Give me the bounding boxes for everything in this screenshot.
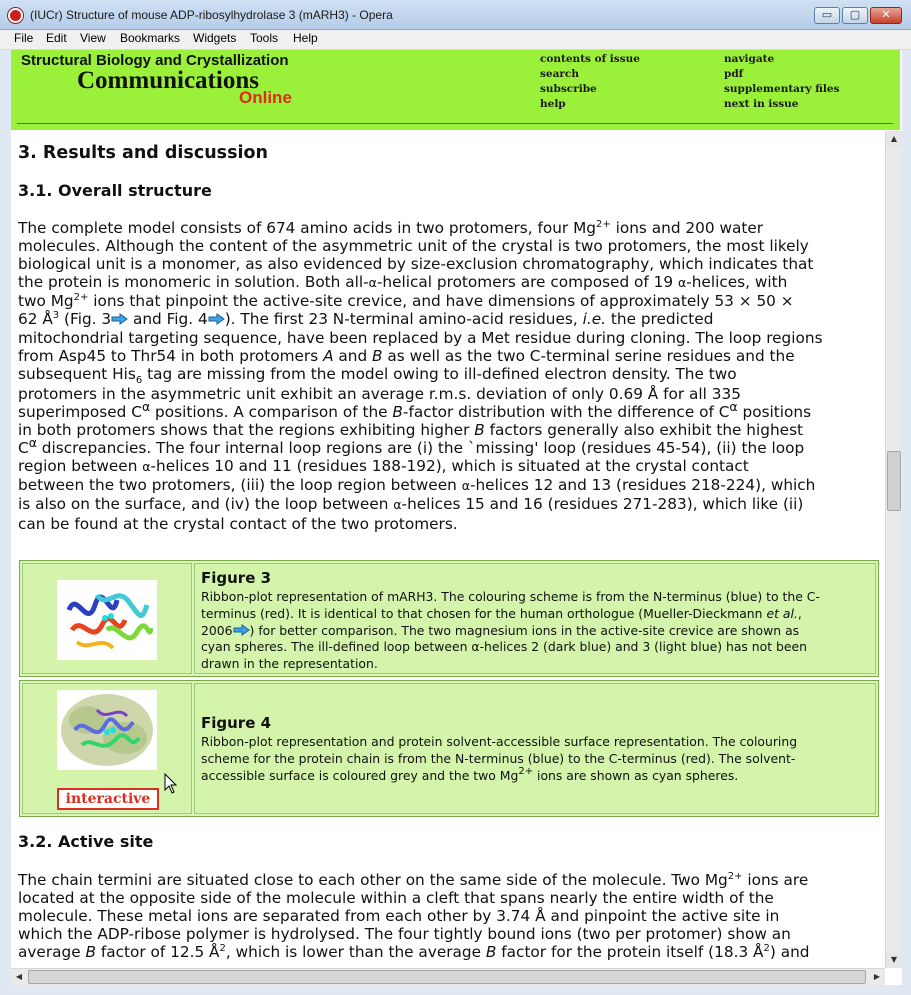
menu-help[interactable]: Help bbox=[293, 31, 318, 45]
vertical-scrollbar[interactable] bbox=[885, 131, 902, 968]
fig4-link-arrow-icon[interactable] bbox=[208, 313, 225, 325]
window-frame-bottom bbox=[0, 985, 911, 995]
maximize-button[interactable]: ▢ bbox=[842, 7, 868, 24]
paragraph-overall-structure: The complete model consists of 674 amino acids in two protomers, four $Mg^{2+}$ ions and 200 water molecules. Although the content of the asymmetric unit of the crystal is two protomers, the most likely biological unit is a monomer, as also evidenced by size-exclusion chromatography, which indicates that the protein is monomeric in solution. Both all-α-helical protomers are composed of 19 α-helices, with two $Mg^{2+}$ ions that pinpoint the active-site crevice, and have dimensions of approximately 53 × 50 × 62 $Å^3$ (Fig. 3 and Fig. 4 ). The first 23 N-terminal amino-acid residues, i.e. the predicted mitochondrial targeting sequence, have been replaced by a Met residue during cloning. The loop regions from Asp45 to Thr54 in both protomers A and B as well as the two C-terminal serine residues and the subsequent His$_6$ tag are missing from the model owing to ill-defined electron density. The two protomers in the asymmetric unit exhibit an average r.m.s. deviation of only 0.69 Å for all 335 superimposed $C^\alpha$ positions. A comparison of the B-factor distribution with the difference of $C^\alpha$ positions in both protomers shows that the regions exhibiting higher B factors generally also exhibit the highest $C^\alpha$ discrepancies. The four internal loop regions are (i) the `missing' loop (residues 45-54), (ii) the loop region between α-helices 10 and 11 (residues 188-192), which is situated at the crystal contact between the two protomers, (iii) the loop region between α-helices 12 and 13 (residues 218-224), which is also on the surface, and (iv) the loop between α-helices 15 and 16 (residues 271-283), which like (ii) can be found at the crystal contact of the two protomers. bbox=[18, 219, 823, 533]
subsection-heading-overall: 3.1. Overall structure bbox=[18, 181, 212, 200]
journal-title-line2: Communications bbox=[77, 67, 259, 94]
section-heading: 3. Results and discussion bbox=[18, 143, 268, 163]
nav-next-in-issue[interactable]: next in issue bbox=[724, 98, 799, 110]
vertical-scroll-thumb[interactable] bbox=[887, 451, 901, 511]
figure-4-surface-thumbnail[interactable] bbox=[57, 690, 157, 770]
window-frame-left bbox=[0, 50, 11, 995]
figure-4-caption-cell bbox=[194, 683, 876, 814]
journal-title-line1: Structural Biology and Crystallization bbox=[21, 52, 289, 69]
interactive-viewer-button[interactable]: interactive bbox=[57, 788, 159, 810]
menu-widgets[interactable]: Widgets bbox=[193, 31, 237, 45]
menu-edit[interactable]: Edit bbox=[46, 31, 67, 45]
journal-title-line3: Online bbox=[239, 88, 292, 107]
menu-bar bbox=[0, 30, 911, 50]
nav-subscribe[interactable]: subscribe bbox=[540, 83, 597, 95]
figure-4-table bbox=[19, 680, 879, 817]
figure-4-caption: Ribbon-plot representation and protein solvent-accessible surface representation. The colouring scheme for the protein chain is from the N-terminus (blue) to the C-terminus (red). The solvent- accessible surface is coloured grey and the two $Mg^{2+}$ ions are shown as cyan spheres. bbox=[201, 734, 798, 783]
figure-3-caption: Ribbon-plot representation of mARH3. The colouring scheme is from the N-terminus (blue) to the C- terminus (red). It is identical to that chosen for the human orthologue (Mueller-Dieckmann et al., 2006 ) for better comparison. The two magnesium ions in the active-site crevice are shown as cyan spheres. The ill-defined loop between α-helices 2 (dark blue) and 3 (light blue) has not been drawn in the representation. bbox=[201, 589, 820, 672]
close-button[interactable]: ✕ bbox=[870, 7, 902, 24]
horizontal-scroll-thumb[interactable] bbox=[28, 970, 866, 984]
title-bar bbox=[0, 0, 911, 30]
window-title: (IUCr) Structure of mouse ADP-ribosylhydrolase 3 (mARH3) - Opera bbox=[30, 8, 393, 22]
fig3-link-arrow-icon[interactable] bbox=[111, 313, 128, 325]
figure-3-ribbon-thumbnail[interactable] bbox=[57, 580, 157, 660]
header-divider bbox=[17, 123, 893, 124]
subsection-heading-active-site: 3.2. Active site bbox=[18, 832, 154, 851]
journal-header bbox=[11, 50, 900, 130]
menu-bookmarks[interactable]: Bookmarks bbox=[120, 31, 181, 45]
nav-search[interactable]: search bbox=[540, 68, 579, 80]
nav-help[interactable]: help bbox=[540, 98, 566, 110]
opera-logo-icon bbox=[8, 8, 23, 23]
article-content bbox=[11, 131, 885, 968]
figure-4-title: Figure 4 bbox=[201, 714, 272, 732]
nav-pdf[interactable]: pdf bbox=[724, 68, 744, 80]
nav-supplementary-files[interactable]: supplementary files bbox=[724, 83, 840, 95]
figure-3-title: Figure 3 bbox=[201, 569, 272, 587]
nav-navigate[interactable]: navigate bbox=[724, 53, 775, 65]
window-frame-right bbox=[902, 50, 911, 995]
menu-file[interactable]: File bbox=[14, 31, 34, 45]
scroll-down-button[interactable]: ▼ bbox=[886, 952, 902, 968]
mouse-pointer-icon bbox=[164, 773, 178, 795]
minimize-button[interactable]: ▭ bbox=[814, 7, 840, 24]
horizontal-scrollbar[interactable] bbox=[11, 968, 885, 985]
figure-3-table bbox=[19, 560, 879, 677]
scroll-right-button[interactable]: ▶ bbox=[873, 972, 881, 981]
scroll-up-button[interactable]: ▲ bbox=[886, 131, 902, 147]
paragraph-active-site: The chain termini are situated close to each other on the same side of the molecule. Two $Mg^{2+}$ ions are located at the opposite side of the molecule within a cleft that spans nearly the entire width of the molecule. These metal ions are separated from each other by 3.74 Å and pinpoint the active site in which the ADP-ribose polymer is hydrolysed. The four tightly bound ions (two per protomer) show an average B factor of 12.5 $Å^2$, which is lower than the average B factor for the protein itself (18.3 $Å^2$) and bbox=[18, 871, 810, 962]
menu-tools[interactable]: Tools bbox=[250, 31, 279, 45]
figure-3-thumb-cell bbox=[22, 563, 192, 674]
figure-3-caption-cell bbox=[194, 563, 876, 674]
scroll-left-button[interactable]: ◀ bbox=[15, 972, 23, 981]
reference-link-arrow-icon[interactable] bbox=[233, 624, 250, 636]
nav-contents-of-issue[interactable]: contents of issue bbox=[540, 53, 640, 65]
menu-view[interactable]: View bbox=[80, 31, 106, 45]
